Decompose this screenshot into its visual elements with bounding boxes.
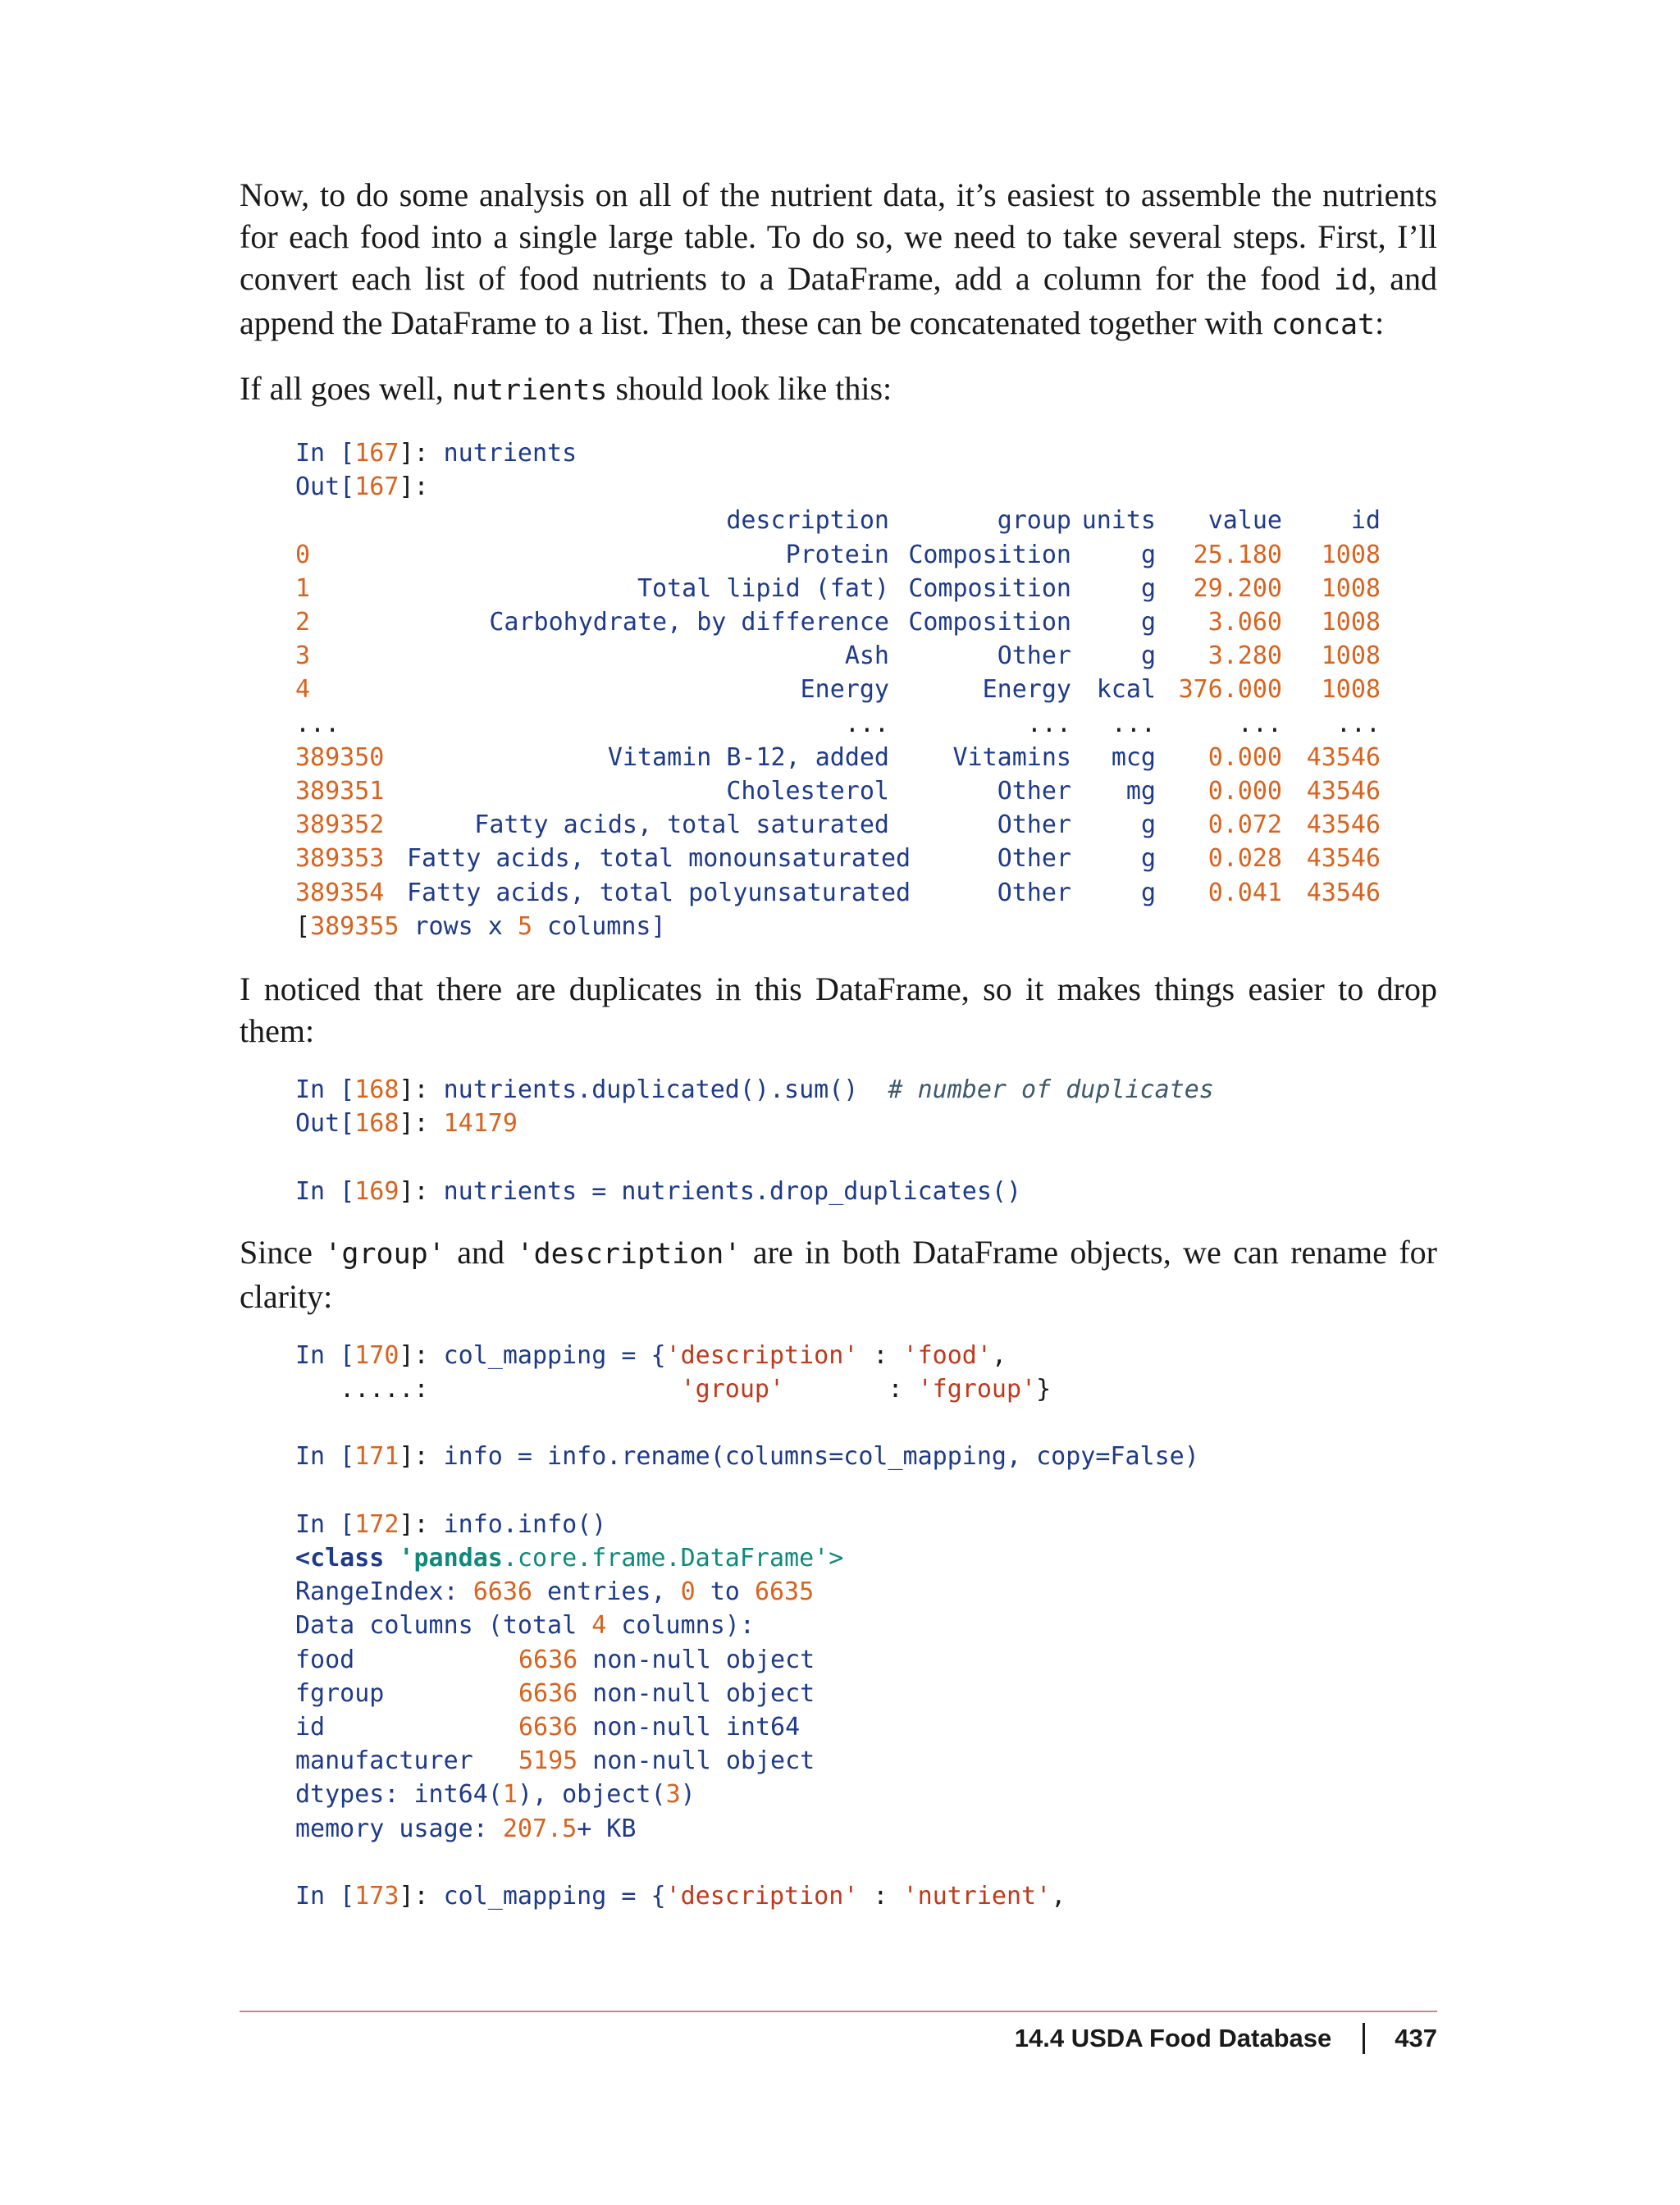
- table-cell: Energy: [982, 675, 1071, 705]
- table-cell: Composition: [908, 608, 1071, 637]
- code-in-168-169: [295, 1073, 1437, 1208]
- prompt: ]:: [399, 1882, 444, 1911]
- prompt: In [: [295, 1075, 355, 1105]
- code-string: 'group': [680, 1375, 785, 1404]
- table-cell: Vitamins: [952, 742, 1071, 772]
- table-header-cell: value: [1208, 506, 1282, 536]
- code-text: :: [784, 1375, 918, 1404]
- inline-code: nutrients: [451, 374, 608, 407]
- table-cell: Carbohydrate, by difference: [489, 608, 889, 637]
- output-number: 3: [665, 1780, 681, 1810]
- output-text: '>: [814, 1544, 844, 1573]
- table-cell: 43546: [1306, 742, 1381, 772]
- table-cell: 0.000: [1208, 742, 1282, 772]
- prompt: Out[: [295, 1109, 355, 1139]
- inline-code: 'group': [324, 1237, 445, 1271]
- output-text: RangeIndex:: [295, 1577, 473, 1607]
- table-cell: 0.072: [1208, 810, 1282, 840]
- table-cell: 3.280: [1208, 641, 1282, 671]
- output-value: 14179: [443, 1109, 518, 1139]
- table-cell: 1008: [1321, 675, 1381, 705]
- prompt-number: 173: [354, 1882, 399, 1911]
- table-header-cell: id: [1350, 506, 1381, 536]
- footer-separator: [1363, 2023, 1365, 2054]
- code-text: }: [1036, 1375, 1052, 1404]
- table-cell: 0.028: [1208, 844, 1282, 874]
- table-cell: Composition: [908, 540, 1071, 569]
- prompt: ]:: [399, 1176, 444, 1206]
- prompt: ]:: [399, 439, 444, 468]
- prompt: In [: [295, 1340, 355, 1370]
- code-in-167: [295, 436, 1437, 504]
- table-cell: g: [1140, 540, 1156, 569]
- text: are in both DataFrame objects, we can rename for clarity:: [240, 1233, 1437, 1315]
- text: Now, to do some analysis on all of the nutrient data, it’s easiest to assemble the nutrients for each food into a single large table. To do so, we need to take several steps. First, I’ll convert each list of food nutrients to a DataFrame, add a column for the food: [240, 176, 1437, 297]
- table-cell: 1008: [1321, 573, 1381, 603]
- table-row: [295, 808, 1437, 842]
- table-cell: Composition: [908, 573, 1071, 603]
- column-dtype: object: [725, 1678, 815, 1708]
- prompt: ]:: [399, 472, 429, 502]
- table-header-row: [295, 504, 1437, 537]
- table-cell: 1008: [1321, 641, 1381, 671]
- table-row: [295, 605, 1437, 639]
- table-cell: 43546: [1306, 844, 1381, 874]
- output-text: to: [695, 1577, 755, 1607]
- prompt: ]:: [399, 1075, 444, 1105]
- column-dtype: object: [725, 1645, 815, 1674]
- table-cell: g: [1140, 878, 1156, 907]
- prompt-number: 168: [354, 1109, 399, 1139]
- code-string: 'description': [665, 1340, 859, 1370]
- output-text: columns):: [606, 1611, 755, 1641]
- code-text: nutrients = nutrients.drop_duplicates(): [443, 1176, 1022, 1206]
- code-text: ,: [991, 1340, 1007, 1370]
- output-number: 4: [591, 1611, 607, 1641]
- paragraph-intro: [240, 174, 1437, 346]
- prompt: Out[: [295, 472, 355, 502]
- table-cell: 2: [295, 608, 311, 637]
- prompt: ]:: [399, 1340, 444, 1370]
- text: , and append the DataFrame to a list. Then, these can be concatenated together with: [240, 260, 1438, 341]
- text: :: [1375, 304, 1385, 341]
- table-cell: mg: [1125, 777, 1156, 806]
- summary-text: columns]: [532, 911, 666, 941]
- output-number: 207.5: [502, 1814, 578, 1843]
- table-cell: 1: [295, 573, 311, 603]
- table-cell: ...: [844, 709, 889, 738]
- table-cell: kcal: [1096, 675, 1156, 705]
- code-string: 'nutrient': [902, 1882, 1052, 1911]
- code-text: info.info(): [443, 1509, 607, 1539]
- table-cell: Vitamin B-12, added: [607, 742, 889, 772]
- table-cell: g: [1140, 641, 1156, 671]
- column-count: 6636: [518, 1645, 578, 1674]
- prompt: In [: [295, 1442, 355, 1472]
- prompt-number: 171: [354, 1442, 399, 1472]
- table-header-cell: [295, 504, 407, 537]
- output-number: 6635: [754, 1577, 815, 1607]
- table-row: [295, 639, 1437, 673]
- table-cell: Other: [997, 810, 1071, 840]
- table-cell: Ash: [844, 641, 889, 671]
- output-text: ': [384, 1544, 414, 1573]
- code-text: nutrients: [443, 439, 578, 468]
- prompt-number: 168: [354, 1075, 399, 1105]
- table-cell: Total lipid (fat): [637, 573, 889, 603]
- table-cell: 25.180: [1193, 540, 1282, 569]
- page-number: 437: [1395, 2024, 1437, 2052]
- table-cell: 43546: [1306, 777, 1381, 806]
- output-text: + KB: [577, 1814, 637, 1843]
- table-row: [295, 572, 1437, 605]
- table-cell: 389350: [295, 742, 385, 772]
- code-text: col_mapping = {: [443, 1340, 666, 1370]
- table-row: [295, 673, 1437, 706]
- output-keyword: class: [310, 1544, 385, 1573]
- table-cell: 0.000: [1208, 777, 1282, 806]
- column-name: id: [295, 1713, 326, 1742]
- table-cell: g: [1140, 573, 1156, 603]
- table-cell: 43546: [1306, 810, 1381, 840]
- output-text: .core.frame.DataFrame: [502, 1544, 815, 1573]
- table-cell: Other: [997, 777, 1071, 806]
- table-cell: Fatty acids, total monounsaturated: [407, 844, 911, 874]
- table-cell: 0: [295, 540, 311, 569]
- paragraph-rename: [240, 1231, 1437, 1317]
- table-cell: 1008: [1321, 608, 1381, 637]
- table-cell: 376.000: [1178, 675, 1282, 705]
- prompt: ]:: [399, 1509, 444, 1539]
- text: Since: [240, 1233, 325, 1271]
- column-dtype: int64: [725, 1713, 801, 1742]
- table-row: [295, 741, 1437, 774]
- table-header-cell: description: [726, 506, 889, 536]
- table-cell: ...: [1026, 709, 1071, 738]
- code-text: col_mapping = {: [443, 1882, 666, 1911]
- output-number: 1: [502, 1780, 518, 1810]
- inline-code: id: [1333, 264, 1368, 297]
- table-header-cell: units: [1081, 506, 1156, 536]
- column-nonnull: non-null: [578, 1746, 726, 1776]
- code-text: ,: [1051, 1882, 1066, 1911]
- table-row: [295, 876, 1437, 910]
- inline-code: 'description': [516, 1237, 742, 1271]
- table-cell: g: [1140, 608, 1156, 637]
- column-dtype: object: [725, 1746, 815, 1776]
- table-row: [295, 538, 1437, 572]
- prompt-number: 167: [354, 472, 399, 502]
- table-cell: Other: [997, 844, 1071, 874]
- output-number: 0: [680, 1577, 696, 1607]
- table-cell: mcg: [1111, 742, 1156, 772]
- table-cell: ...: [1237, 709, 1282, 738]
- table-cell: 4: [295, 675, 311, 705]
- code-in-170-173: [295, 1339, 1437, 1913]
- paragraph-duplicates: I noticed that there are duplicates in this DataFrame, so it makes things easier to drop them:: [240, 970, 1437, 1050]
- table-cell: Other: [997, 878, 1071, 907]
- column-name: food: [295, 1645, 355, 1674]
- table-cell: 389354: [295, 878, 385, 907]
- output-module: pandas: [413, 1544, 503, 1573]
- summary-text: rows x: [399, 911, 518, 941]
- output-text: dtypes: int64(: [295, 1780, 503, 1810]
- text: and: [445, 1233, 517, 1271]
- footer-section-title: 14.4 USDA Food Database: [1014, 2024, 1332, 2052]
- code-text: :: [858, 1882, 903, 1911]
- output-text: Data columns (total: [295, 1611, 592, 1641]
- table-cell: 3.060: [1208, 608, 1282, 637]
- table-cell: 389353: [295, 844, 385, 874]
- table-cell: Cholesterol: [726, 777, 889, 806]
- code-text: :: [858, 1340, 903, 1370]
- prompt-number: 167: [354, 439, 399, 468]
- table-cell: 389352: [295, 810, 385, 840]
- column-count: 6636: [518, 1713, 578, 1742]
- output-text: memory usage:: [295, 1814, 503, 1843]
- prompt: ]:: [399, 1109, 444, 1139]
- prompt: In [: [295, 1176, 355, 1206]
- code-string: 'fgroup': [917, 1375, 1037, 1404]
- code-text: info = info.rename(columns=col_mapping, copy=False): [443, 1442, 1199, 1472]
- table-row: [295, 707, 1437, 741]
- page-footer: [1015, 2023, 1437, 2054]
- code-string: 'description': [665, 1882, 859, 1911]
- column-count: 5195: [518, 1746, 578, 1776]
- dataframe-summary: [295, 910, 1437, 943]
- summary-text: [: [295, 911, 311, 941]
- prompt: In [: [295, 1882, 355, 1911]
- summary-number: 5: [517, 911, 532, 941]
- table-cell: Other: [997, 641, 1071, 671]
- output-number: 6636: [472, 1577, 532, 1607]
- footer-rule: [240, 2011, 1437, 2012]
- code-text: nutrients.duplicated().sum(): [443, 1075, 859, 1105]
- output-text: ): [680, 1780, 696, 1810]
- text: If all goes well,: [240, 370, 452, 407]
- table-cell: 0.041: [1208, 878, 1282, 907]
- table-cell: 389351: [295, 777, 385, 806]
- column-name: manufacturer: [295, 1746, 473, 1776]
- output-text: ), object(: [517, 1780, 666, 1810]
- prompt: ]:: [399, 1442, 444, 1472]
- column-count: 6636: [518, 1678, 578, 1708]
- summary-number: 389355: [310, 911, 399, 941]
- column-nonnull: non-null: [578, 1678, 726, 1708]
- table-cell: 43546: [1306, 878, 1381, 907]
- table-cell: Energy: [800, 675, 889, 705]
- output-text: <: [295, 1544, 311, 1573]
- table-cell: Fatty acids, total saturated: [474, 810, 889, 840]
- output-text: entries,: [532, 1577, 681, 1607]
- page-body: [240, 174, 1437, 1913]
- prompt-number: 169: [354, 1176, 399, 1206]
- table-row: [295, 842, 1437, 875]
- table-cell: Fatty acids, total polyunsaturated: [407, 878, 911, 907]
- column-name: fgroup: [295, 1678, 385, 1708]
- table-header-cell: group: [997, 506, 1071, 536]
- dataframe-output: [295, 504, 1437, 909]
- table-cell: ...: [1111, 709, 1156, 738]
- table-cell: 3: [295, 641, 311, 671]
- table-cell: g: [1140, 810, 1156, 840]
- table-row: [295, 774, 1437, 808]
- prompt-number: 170: [354, 1340, 399, 1370]
- text: should look like this:: [607, 370, 892, 407]
- paragraph-preview: [240, 368, 1437, 412]
- code-comment: # number of duplicates: [888, 1075, 1214, 1105]
- column-nonnull: non-null: [578, 1645, 726, 1674]
- prompt: In [: [295, 439, 355, 468]
- continuation-prompt: .....:: [295, 1375, 681, 1404]
- table-cell: ...: [295, 709, 340, 738]
- table-cell: 29.200: [1193, 573, 1282, 603]
- prompt-number: 172: [354, 1509, 399, 1539]
- table-cell: ...: [1335, 709, 1381, 738]
- table-cell: Protein: [785, 540, 889, 569]
- column-nonnull: non-null: [578, 1713, 726, 1742]
- prompt: In [: [295, 1509, 355, 1539]
- code-string: 'food': [902, 1340, 992, 1370]
- table-cell: 1008: [1321, 540, 1381, 569]
- inline-code: concat: [1271, 308, 1376, 341]
- table-cell: g: [1140, 844, 1156, 874]
